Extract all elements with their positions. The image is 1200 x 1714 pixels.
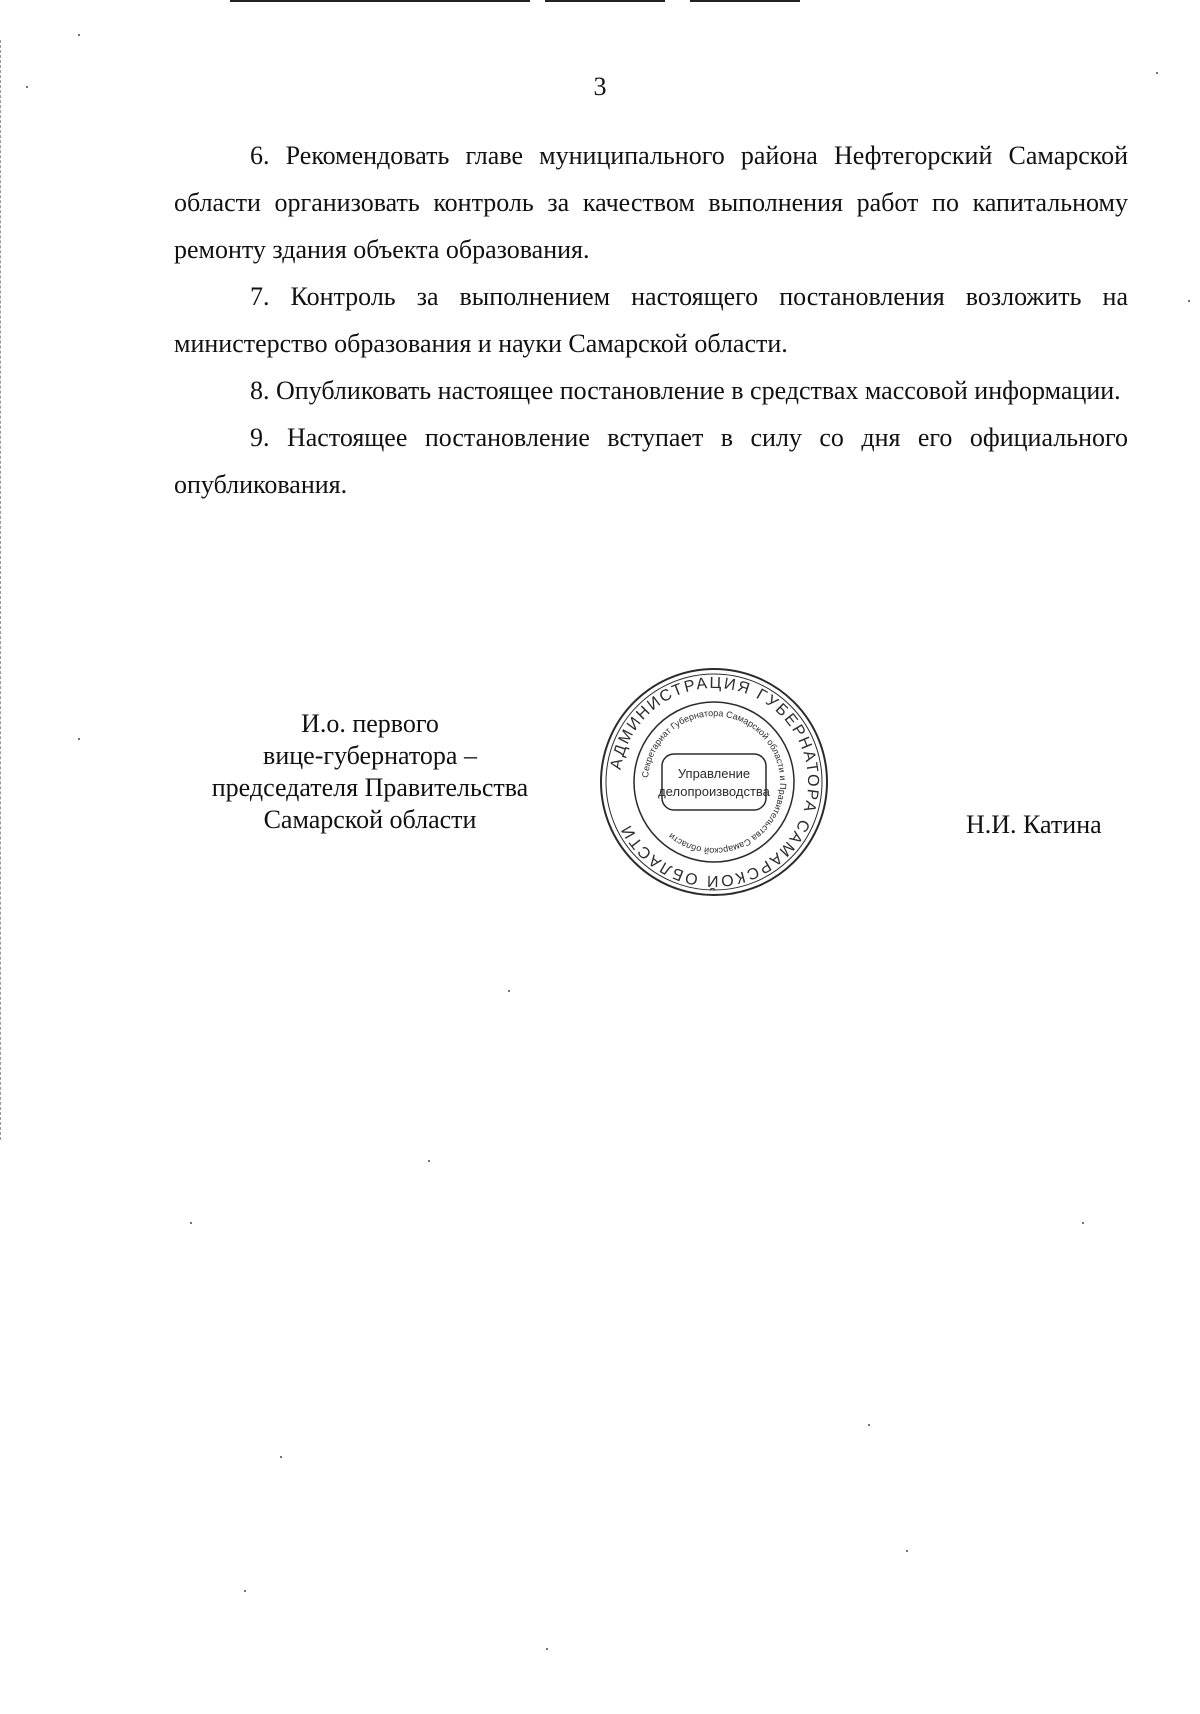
signer-title-line: Самарской области (263, 805, 477, 834)
scan-artifact-line (690, 0, 800, 2)
paragraph-8: 8. Опубликовать настоящее постановление в средствах массовой информации. (250, 376, 1121, 405)
paragraph-7: 7. Контроль за выполнением настоящего постановления возложить на министерство образования и науки Самарской области. (174, 282, 1128, 358)
scan-speck (868, 1424, 870, 1426)
scan-artifact-edge (0, 40, 2, 1140)
scan-speck (78, 738, 80, 740)
scan-speck (244, 1590, 246, 1592)
page-number: 3 (593, 72, 607, 101)
paragraph-9: 9. Настоящее постановление вступает в силу со дня его официального опубликования. (174, 423, 1128, 499)
scan-speck (508, 990, 510, 992)
scan-artifact-line (545, 0, 665, 2)
scan-speck (1188, 300, 1190, 302)
signer-title-line: председателя Правительства (211, 773, 529, 802)
stamp-outer-path: АДМИНИСТРАЦИЯ ГУБЕРНАТОРА САМАРСКОЙ ОБЛАСТИ (607, 674, 822, 890)
scan-speck (906, 1550, 908, 1552)
stamp-outer-ring-text (608, 675, 821, 891)
stamp-inner-path: Секретариат Губернатора Самарской области и Правительства Самарской области (640, 707, 789, 857)
stamp-center-line-2: делопроизводства (658, 784, 770, 799)
scan-artifact-line (230, 0, 530, 2)
signer-title-line: И.о. первого (301, 709, 439, 738)
scan-speck (428, 1160, 430, 1162)
scan-speck (280, 1456, 282, 1458)
scan-speck (1082, 1222, 1084, 1224)
paragraph-6: 6. Рекомендовать главе муниципального района Нефтегорский Самарской области организовать контроль за качеством выполнения работ по капитальному ремонту здания объекта образования. (174, 141, 1128, 264)
document-body (174, 132, 1128, 508)
scan-speck (78, 34, 80, 36)
signer-title-line: вице-губернатора – (263, 741, 477, 770)
signer-title (160, 708, 580, 836)
stamp-center-line-1: Управление (677, 766, 751, 781)
scan-speck (190, 1222, 192, 1224)
official-stamp (596, 664, 832, 900)
stamp-seal-graphic (596, 664, 832, 900)
scan-speck (546, 1648, 548, 1650)
signer-name: Н.И. Катина (966, 810, 1102, 839)
